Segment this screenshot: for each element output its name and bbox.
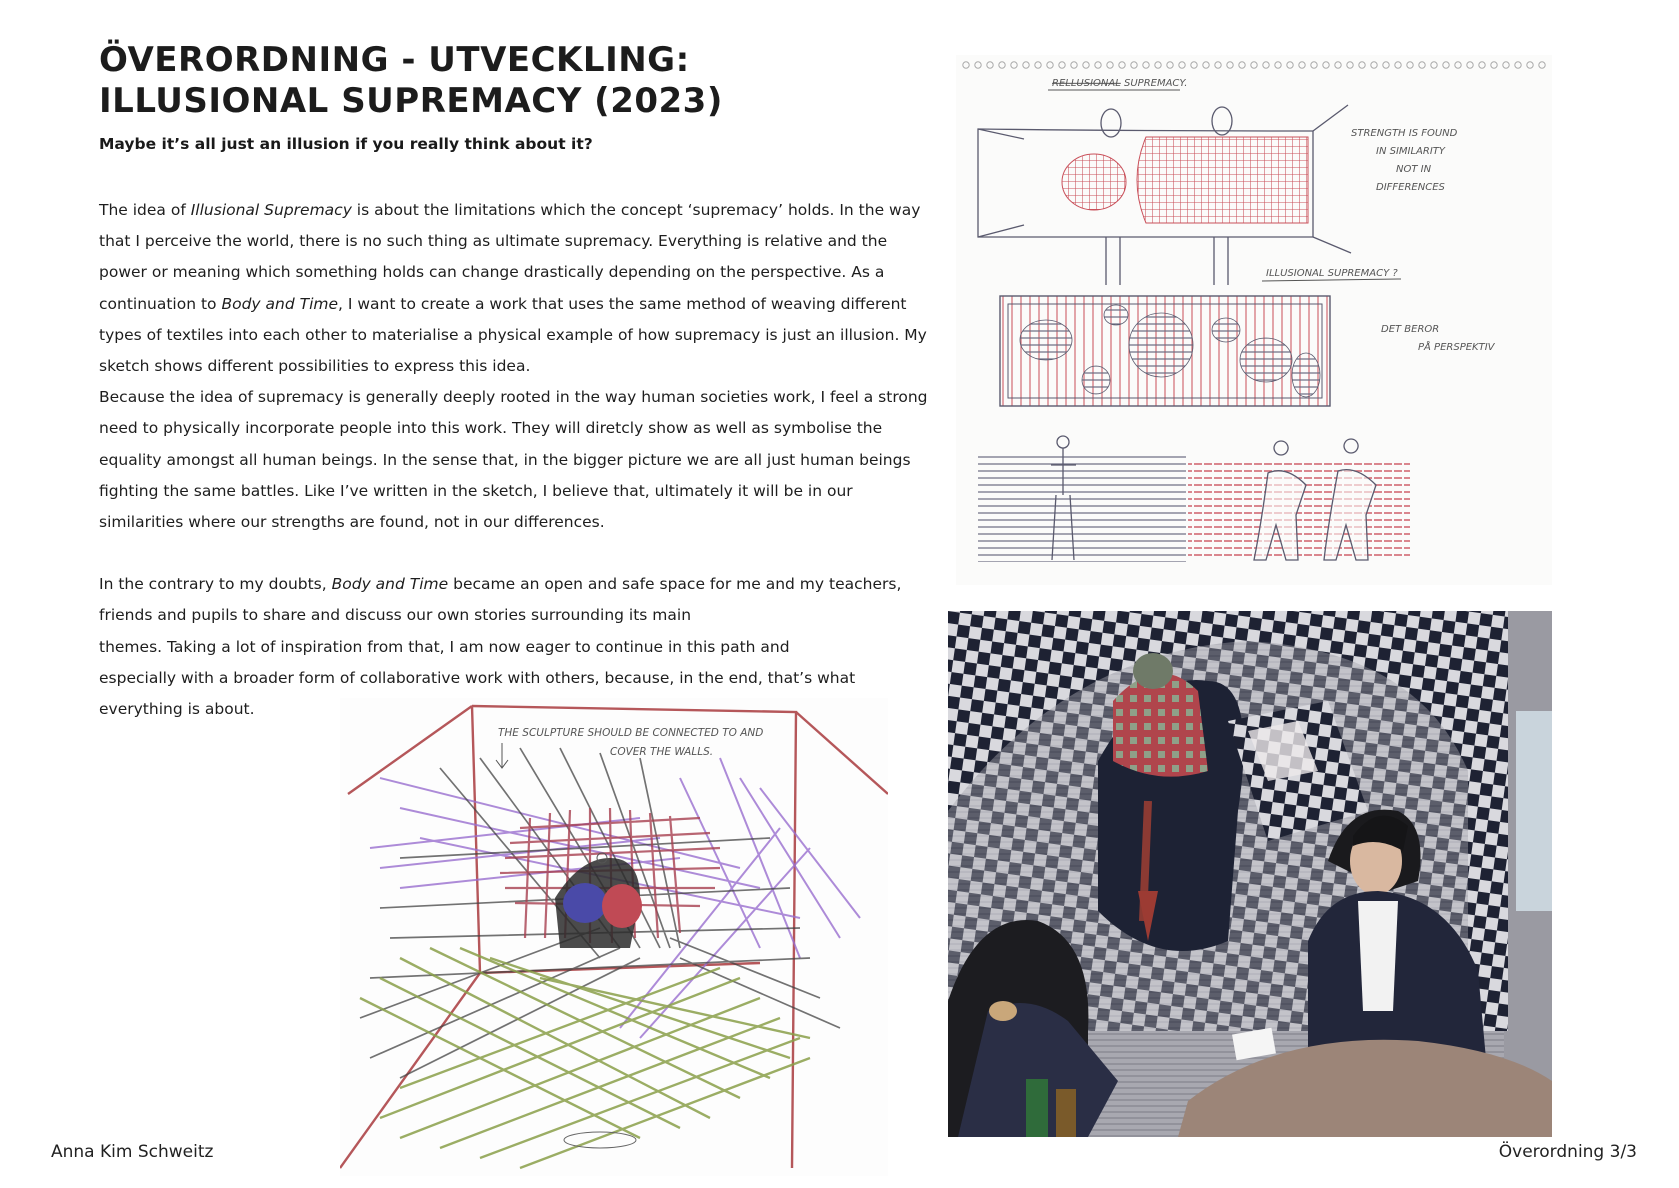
sketch-top-drawing (956, 55, 1552, 585)
p1-text-b: is about the limitations which the concept ‘supremacy’ holds. In the way that I perceive the world, there is no such thing as ultimate supremacy. Everything is relative and the power or meaning which something holds can change drastically depending on the perspective. As a continuation to (99, 201, 921, 313)
p1-text-a: The idea of (99, 201, 191, 219)
page-title (99, 40, 723, 122)
p1-emphasis-body-and-time: Body and Time (221, 294, 339, 313)
sketch-note-line-3: NOT IN (1396, 164, 1432, 175)
sketch-sculpture-room (340, 698, 888, 1176)
sketch-side-note-2: PÅ PERSPEKTIV (1418, 342, 1495, 353)
paragraph-3-line-3: especially with a broader form of collaborative work with others, because, in the end, that’s what (99, 668, 856, 687)
paragraph-2: Because the idea of supremacy is generally deeply rooted in the way human societies work, I feel a strong need to physically incorporate people into this work. They will diretcly show as well as symbolise the equality amongst all human beings. In the sense that, in the bigger picture we are all just human beings fighting the same battles. Like I’ve written in the sketch, I believe that, ultimately it will be in our similarities where our strengths are found, not in our differences. (99, 388, 928, 532)
sketch-bottom-note-1: THE SCULPTURE SHOULD BE CONNECTED TO AND (498, 727, 764, 739)
p3-text-b: became an open and safe space for me and my teachers, friends and pupils to share and discuss our own stories surrounding its main (99, 575, 902, 625)
sketch-mid-label: ILLUSIONAL SUPREMACY ? (1266, 268, 1398, 279)
page-number: Överordning 3/3 (1498, 1142, 1637, 1162)
body-text (99, 195, 939, 725)
sketch-side-note-1: DET BEROR (1381, 324, 1440, 335)
p3-emphasis-body-and-time: Body and Time (331, 575, 449, 594)
paragraph-3 (99, 569, 939, 631)
title-line-2: ILLUSIONAL SUPREMACY (2023) (99, 81, 723, 121)
photo-collaborative-session (948, 611, 1552, 1137)
sketch-note-line-4: DIFFERENCES (1376, 182, 1445, 193)
p1-text-c: , I want to create a work that uses the same method of weaving different types of textiles into each other to materialise a physical example of how supremacy is just an illusion. My sketch shows different possibilities to express this idea. (99, 294, 927, 376)
paragraph-3-line-2: themes. Taking a lot of inspiration from that, I am now eager to continue in this path and (99, 637, 790, 656)
paragraph-1 (99, 195, 939, 382)
sketch-bottom-drawing (340, 698, 888, 1176)
p3-text-a: In the contrary to my doubts, (99, 575, 332, 594)
sketch-note-line-2: IN SIMILARITY (1376, 146, 1446, 157)
photo-illustration (948, 611, 1552, 1137)
subtitle: Maybe it’s all just an illusion if you really think about it? (99, 135, 593, 153)
sketch-note-line-1: STRENGTH IS FOUND (1351, 128, 1458, 139)
sketch-illusional-supremacy (956, 55, 1552, 585)
sketch-bottom-note-2: COVER THE WALLS. (610, 746, 714, 758)
paragraph-3-line-4: everything is about. (99, 700, 255, 719)
author-name: Anna Kim Schweitz (51, 1142, 214, 1162)
p1-emphasis-illusional-supremacy: Illusional Supremacy (190, 201, 352, 219)
title-line-1: ÖVERORDNING - UTVECKLING: (99, 40, 690, 80)
sketch-heading: SUPREMACY. (1124, 78, 1188, 89)
sketch-heading-struck: RELLUSIONAL (1052, 78, 1121, 89)
